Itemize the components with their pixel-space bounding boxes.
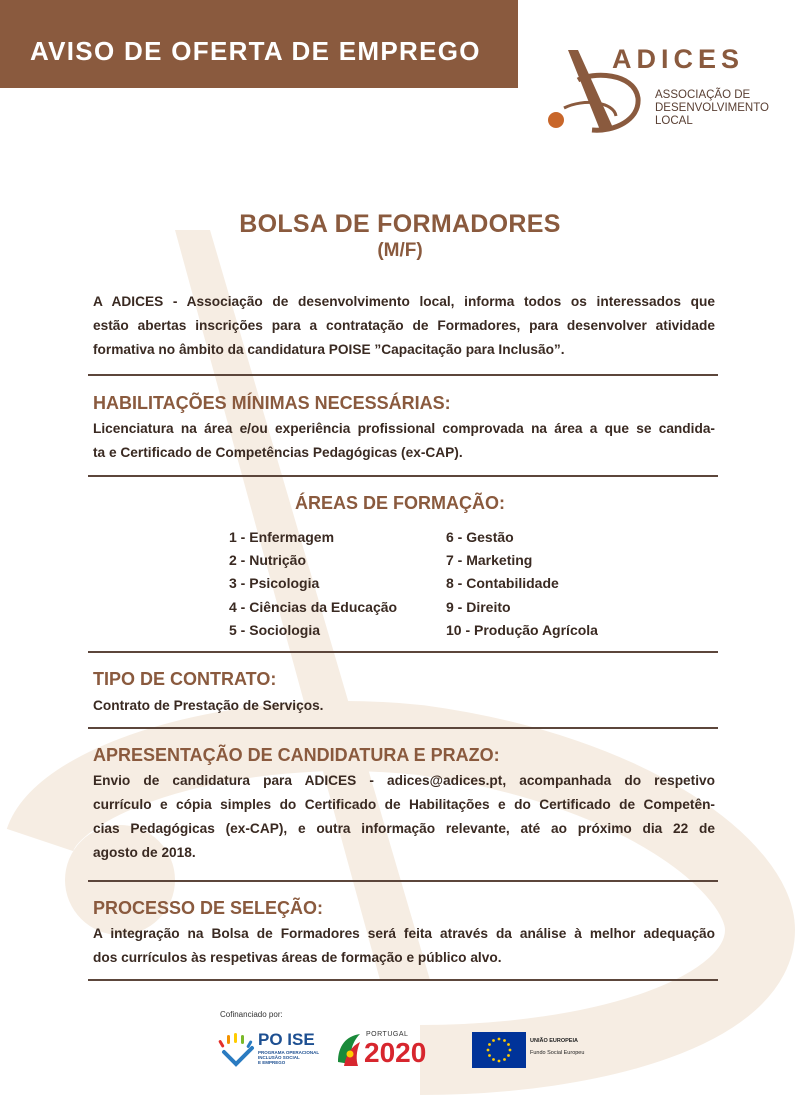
habilitacoes-line: ta e Certificado de Competências Pedagógicas (ex-CAP). bbox=[93, 445, 463, 460]
candidatura-heading: APRESENTAÇÃO DE CANDIDATURA E PRAZO: bbox=[93, 745, 500, 765]
logo-subtitle-line: ASSOCIAÇÃO DE bbox=[655, 89, 751, 101]
eu-title: UNIÃO EUROPEIA bbox=[530, 1038, 578, 1044]
logo-subtitle bbox=[655, 89, 769, 128]
portugal-label: PORTUGAL bbox=[366, 1031, 409, 1038]
divider bbox=[88, 651, 718, 653]
logo-subtitle-line: DESENVOLVIMENTO bbox=[655, 102, 769, 114]
portugal-year: 2020 bbox=[364, 1037, 427, 1068]
selecao-heading: PROCESSO DE SELEÇÃO: bbox=[93, 898, 324, 918]
poise-subtitle-line: E EMPREGO bbox=[258, 1060, 286, 1065]
page-title: BOLSA DE FORMADORES bbox=[239, 210, 561, 238]
area-item: 7 - Marketing bbox=[446, 552, 533, 569]
candidatura-line: agosto de 2018. bbox=[93, 845, 196, 860]
intro-line: formativa no âmbito da candidatura POISE ”Capacitação para Inclusão”. bbox=[93, 342, 565, 357]
habilitacoes-line: Licenciatura na área e/ou experiência profissional comprovada na área a que se candida- bbox=[93, 421, 715, 436]
area-item: 2 - Nutrição bbox=[229, 552, 307, 569]
selecao-line: A integração na Bolsa de Formadores será feita através da análise à melhor adequação bbox=[93, 926, 715, 941]
poise-subtitle bbox=[258, 1050, 319, 1065]
intro-line: A ADICES - Associação de desenvolvimento local, informa todos os interessados que bbox=[93, 294, 715, 309]
portugal-flag-icon bbox=[336, 1032, 362, 1068]
area-item: 3 - Psicologia bbox=[229, 575, 320, 592]
divider bbox=[88, 374, 718, 376]
intro-line: estão abertas inscrições para a contratação de Formadores, para desenvolver atividade bbox=[93, 318, 715, 333]
header-banner bbox=[0, 0, 518, 88]
eu-logo bbox=[472, 1030, 592, 1072]
contrato-line: Contrato de Prestação de Serviços. bbox=[93, 698, 324, 713]
logo-subtitle-line: LOCAL bbox=[655, 115, 693, 127]
candidatura-line: Envio de candidatura para ADICES - adices@adices.pt, acompanhada do respetivo bbox=[93, 773, 715, 788]
banner-title: AVISO DE OFERTA DE EMPREGO bbox=[30, 36, 481, 66]
candidatura-line: cias Pedagógicas (ex-CAP), e outra informação relevante, até ao próximo dia 22 de bbox=[93, 821, 715, 836]
contrato-heading: TIPO DE CONTRATO: bbox=[93, 669, 277, 689]
selecao-text bbox=[93, 922, 715, 970]
intro-paragraph bbox=[93, 290, 715, 362]
poise-name: PO ISE bbox=[258, 1030, 315, 1049]
divider bbox=[88, 475, 718, 477]
area-item: 4 - Ciências da Educação bbox=[229, 598, 398, 615]
area-item: 9 - Direito bbox=[446, 598, 511, 615]
page-subtitle: (M/F) bbox=[377, 240, 423, 261]
candidatura-text bbox=[93, 769, 715, 865]
divider bbox=[88, 880, 718, 882]
area-item: 5 - Sociologia bbox=[229, 621, 321, 638]
poise-subtitle-line: INCLUSÃO SOCIAL bbox=[258, 1055, 300, 1060]
area-item: 10 - Produção Agrícola bbox=[446, 621, 598, 638]
areas-heading: ÁREAS DE FORMAÇÃO: bbox=[295, 493, 505, 513]
habilitacoes-text bbox=[93, 417, 715, 465]
contrato-text bbox=[93, 694, 715, 718]
habilitacoes-heading: HABILITAÇÕES MÍNIMAS NECESSÁRIAS: bbox=[93, 393, 451, 413]
areas-column-2 bbox=[446, 526, 598, 642]
logo-name: ADICES bbox=[612, 44, 745, 74]
areas-column-1 bbox=[229, 526, 397, 642]
poise-subtitle-line: PROGRAMA OPERACIONAL bbox=[258, 1050, 320, 1055]
poise-logo-icon bbox=[218, 1032, 258, 1068]
eu-flag-icon bbox=[472, 1032, 526, 1068]
poise-logo bbox=[218, 1030, 324, 1072]
portugal2020-logo bbox=[336, 1030, 454, 1072]
selecao-line: dos currículos às respetivas áreas de formação e público alvo. bbox=[93, 950, 502, 965]
cofinanced-label: Cofinanciado por: bbox=[220, 1010, 283, 1019]
divider bbox=[88, 979, 718, 981]
area-item: 6 - Gestão bbox=[446, 529, 514, 545]
divider bbox=[88, 727, 718, 729]
area-item: 1 - Enfermagem bbox=[229, 529, 335, 545]
candidatura-line: currículo e cópia simples do Certificado de Habilitações e do Certificado de Competên- bbox=[93, 797, 715, 812]
area-item: 8 - Contabilidade bbox=[446, 575, 559, 592]
eu-subtitle: Fundo Social Europeu bbox=[530, 1050, 585, 1056]
